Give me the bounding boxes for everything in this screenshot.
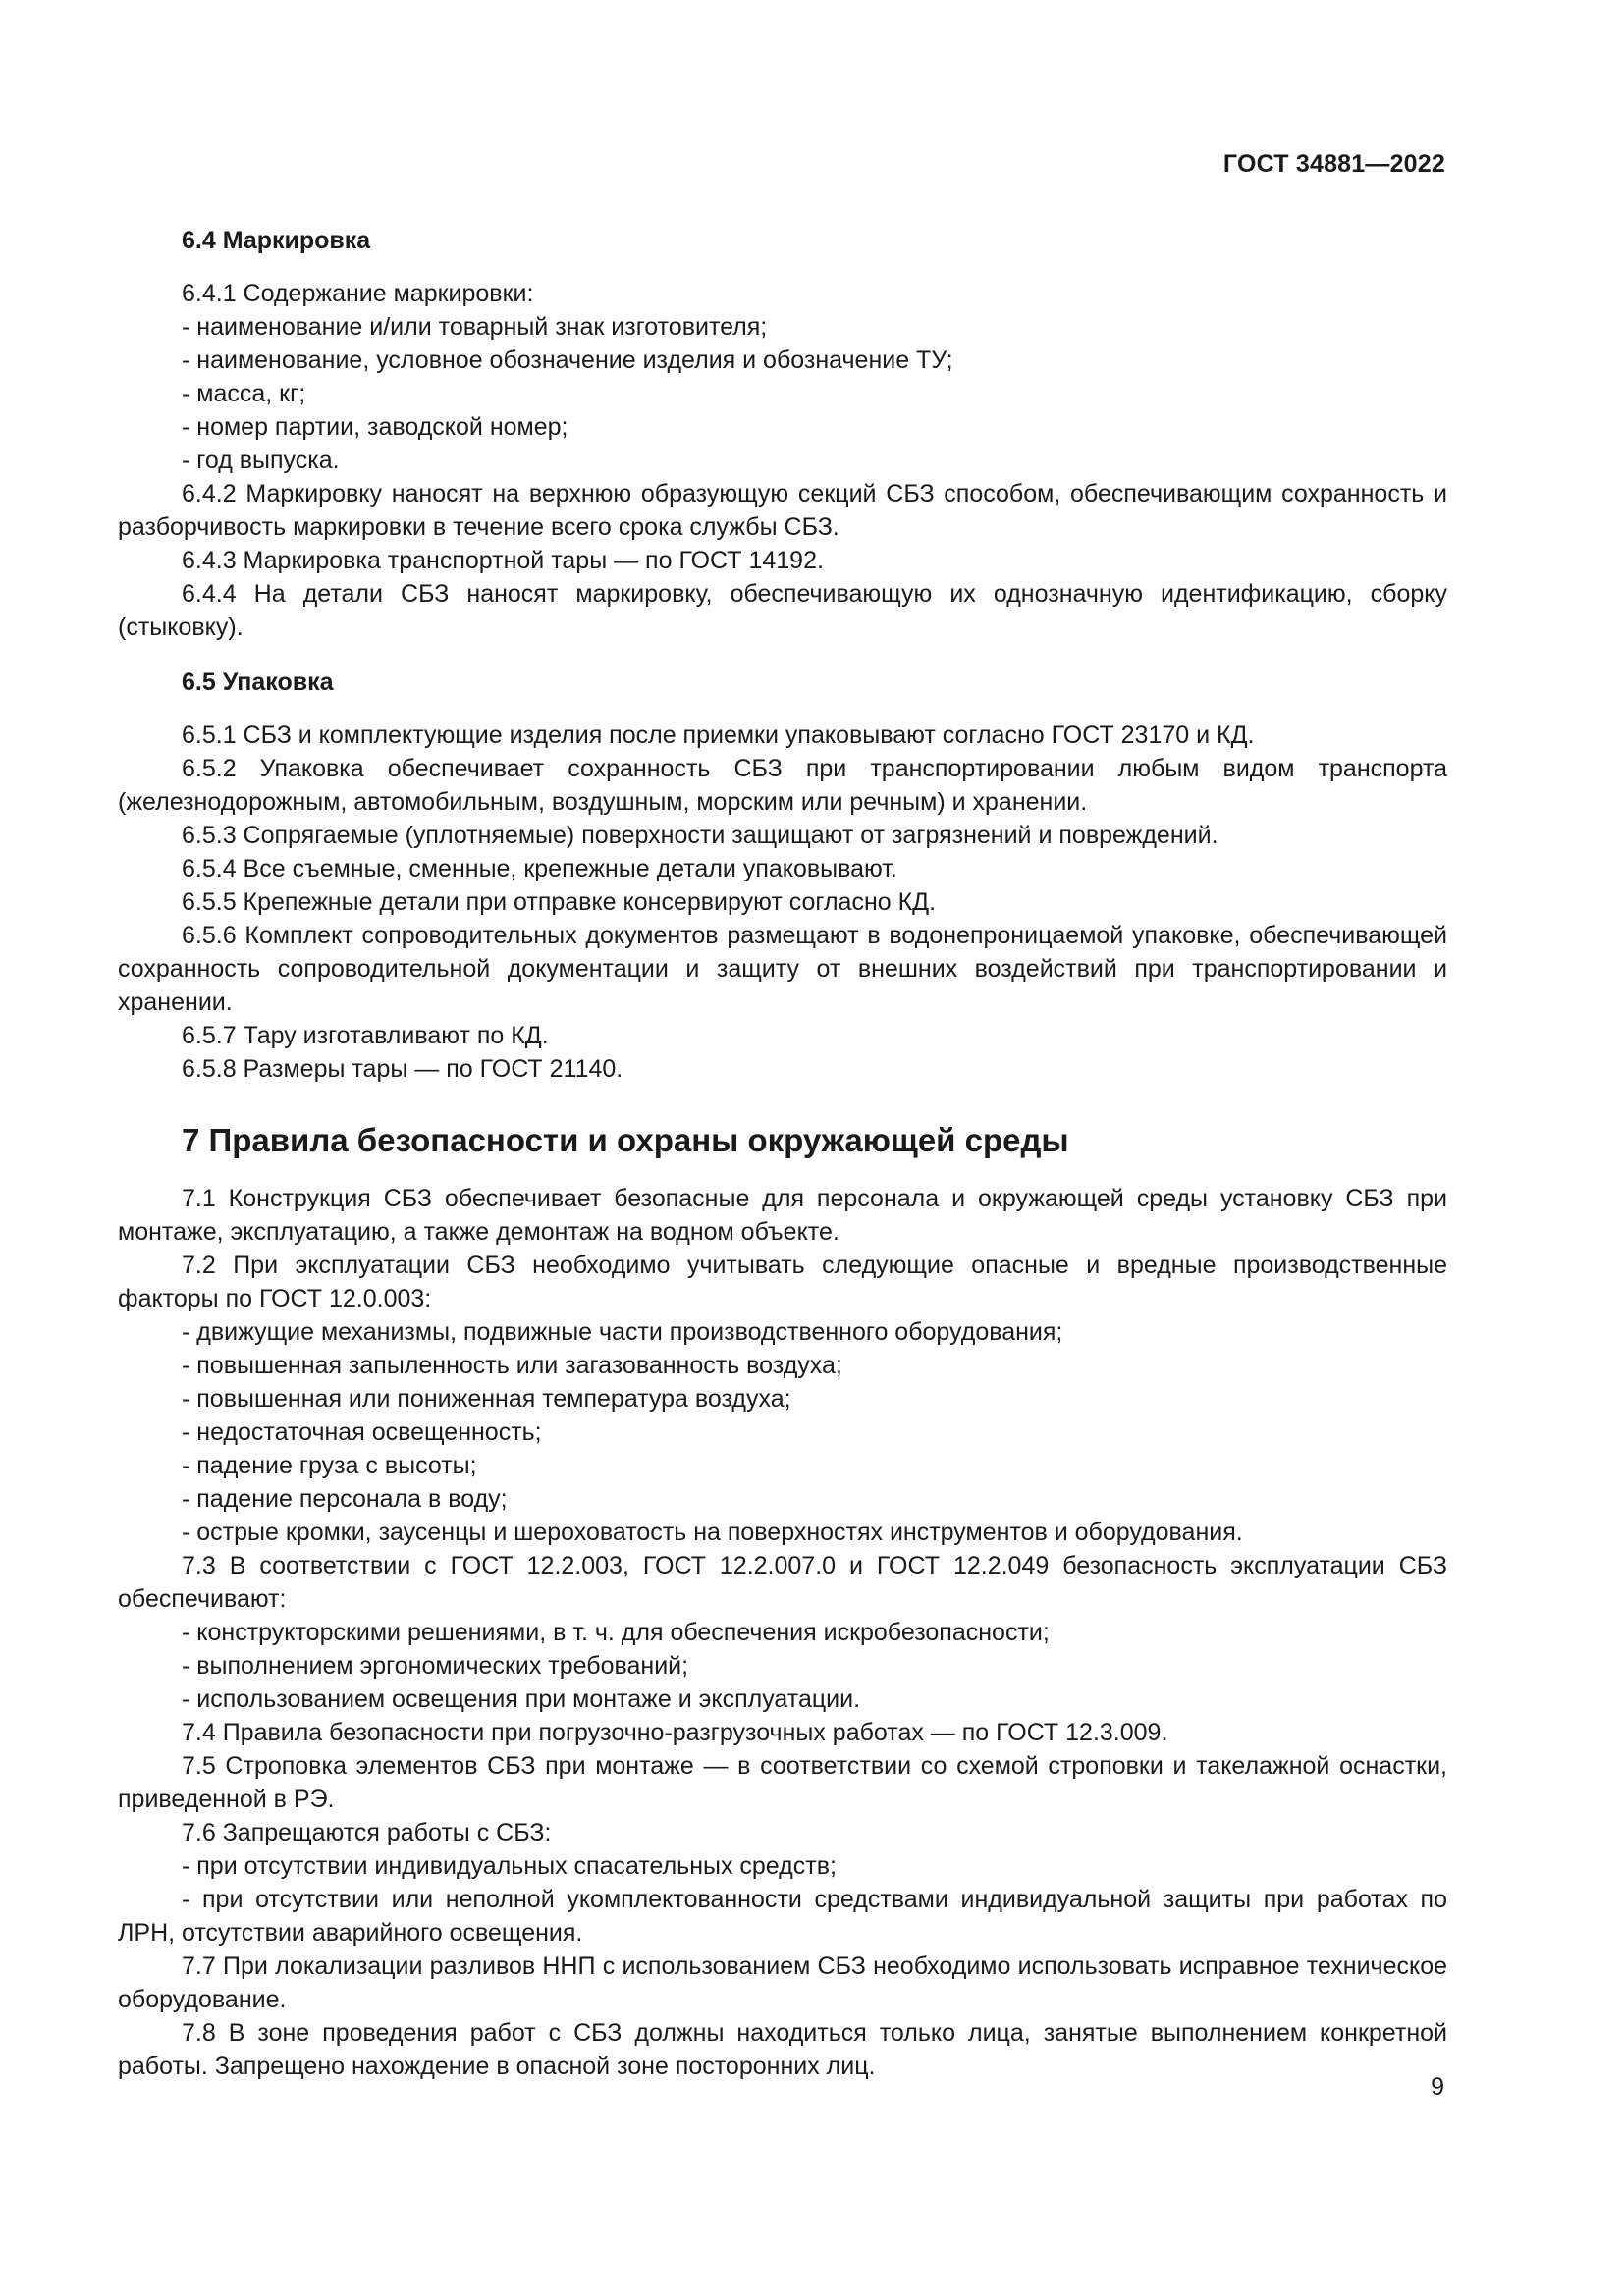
list-item: - год выпуска. [182,447,340,474]
page-number: 9 [1431,2073,1444,2101]
list-item: - наименование и/или товарный знак изготовителя; [182,313,768,341]
paragraph-6-5-8: 6.5.8 Размеры тары — по ГОСТ 21140. [182,1055,623,1083]
paragraph-7-6: 7.6 Запрещаются работы с СБЗ: [182,1819,552,1846]
list-item: - падение персонала в воду; [182,1485,508,1513]
document-number: ГОСТ 34881—2022 [1222,150,1445,178]
paragraph-7-1: 7.1 Конструкция СБЗ обеспечивает безопасные для персонала и окружающей среды установку СБЗ при монтаже, эксплуатацию, а также демонтаж на водном объекте. [118,1185,1447,1246]
paragraph-7-2: 7.2 При эксплуатации СБЗ необходимо учитывать следующие опасные и вредные производственные факторы по ГОСТ 12.0.003: [118,1252,1447,1312]
list-item: - повышенная или пониженная температура воздуха; [182,1385,791,1413]
page-content [118,224,1447,2083]
list-item: - использованием освещения при монтаже и эксплуатации. [182,1685,861,1713]
paragraph-7-3: 7.3 В соответствии с ГОСТ 12.2.003, ГОСТ 12.2.007.0 и ГОСТ 12.2.049 безопасность эксплуатации СБЗ обеспечивают: [118,1552,1447,1613]
list-item: - наименование, условное обозначение изделия и обозначение ТУ; [182,347,953,374]
list-item: - движущие механизмы, подвижные части производственного оборудования; [182,1318,1063,1346]
list-item: - выполнением эргономических требований; [182,1652,689,1680]
list-item: - острые кромки, заусенцы и шероховатость на поверхностях инструментов и оборудования. [182,1519,1243,1546]
paragraph-7-7: 7.7 При локализации разливов ННП с использованием СБЗ необходимо использовать исправное техническое оборудование. [118,1952,1447,2013]
section-6-5-heading: 6.5 Упаковка [182,668,334,696]
paragraph-6-4-1: 6.4.1 Содержание маркировки: [182,280,534,307]
paragraph-7-5: 7.5 Строповка элементов СБЗ при монтаже — в соответствии со схемой строповки и такелажной оснастки, приведенной в РЭ. [118,1752,1447,1813]
paragraph-6-4-4: 6.4.4 На детали СБЗ наносят маркировку, обеспечивающую их однозначную идентификацию, сборку (стыковку). [118,580,1447,641]
paragraph-6-4-3: 6.4.3 Маркировка транспортной тары — по ГОСТ 14192. [182,547,824,574]
list-item-long: - при отсутствии или неполной укомплектованности средствами индивидуальной защиты при работах по ЛРН, отсутствии аварийного освещения. [118,1886,1447,1947]
list-item: - падение груза с высоты; [182,1452,477,1479]
list-item: - конструкторскими решениями, в т. ч. для обеспечения искробезопасности; [182,1619,1050,1646]
list-item: - при отсутствии индивидуальных спасательных средств; [182,1852,837,1880]
section-7-heading: 7 Правила безопасности и охраны окружающей среды [182,1122,1069,1158]
paragraph-6-5-7: 6.5.7 Тару изготавливают по КД. [182,1022,549,1049]
paragraph-6-5-2: 6.5.2 Упаковка обеспечивает сохранность СБЗ при транспортировании любым видом транспорта (железнодорожным, автомобильным, воздушным, морским или речным) и хранении. [118,755,1447,816]
paragraph-6-5-3: 6.5.3 Сопрягаемые (уплотняемые) поверхности защищают от загрязнений и повреждений. [182,822,1218,849]
list-item: - повышенная запыленность или загазованность воздуха; [182,1352,842,1379]
paragraph-6-4-2: 6.4.2 Маркировку наносят на верхнюю образующую секций СБЗ способом, обеспечивающим сохранность и разборчивость маркировки в течение всего срока службы СБЗ. [118,480,1447,541]
list-item: - масса, кг; [182,380,306,407]
paragraph-6-5-5: 6.5.5 Крепежные детали при отправке консервируют согласно КД. [182,888,937,916]
paragraph-6-5-1: 6.5.1 СБЗ и комплектующие изделия после приемки упаковывают согласно ГОСТ 23170 и КД. [182,721,1255,749]
paragraph-6-5-6: 6.5.6 Комплект сопроводительных документов размещают в водонепроницаемой упаковке, обеспечивающей сохранность сопроводительной документации и защиту от внешних воздействий при транспортировании и хранении. [118,922,1447,1016]
list-item: - номер партии, заводской номер; [182,413,568,441]
paragraph-7-4: 7.4 Правила безопасности при погрузочно-разгрузочных работах — по ГОСТ 12.3.009. [182,1719,1168,1746]
list-item: - недостаточная освещенность; [182,1418,542,1446]
paragraph-6-5-4: 6.5.4 Все съемные, сменные, крепежные детали упаковывают. [182,855,897,882]
section-6-4-heading: 6.4 Маркировка [182,227,371,254]
paragraph-7-8: 7.8 В зоне проведения работ с СБЗ должны находиться только лица, занятые выполнением конкретной работы. Запрещено нахождение в опасной зоне посторонних лиц. [118,2019,1447,2080]
